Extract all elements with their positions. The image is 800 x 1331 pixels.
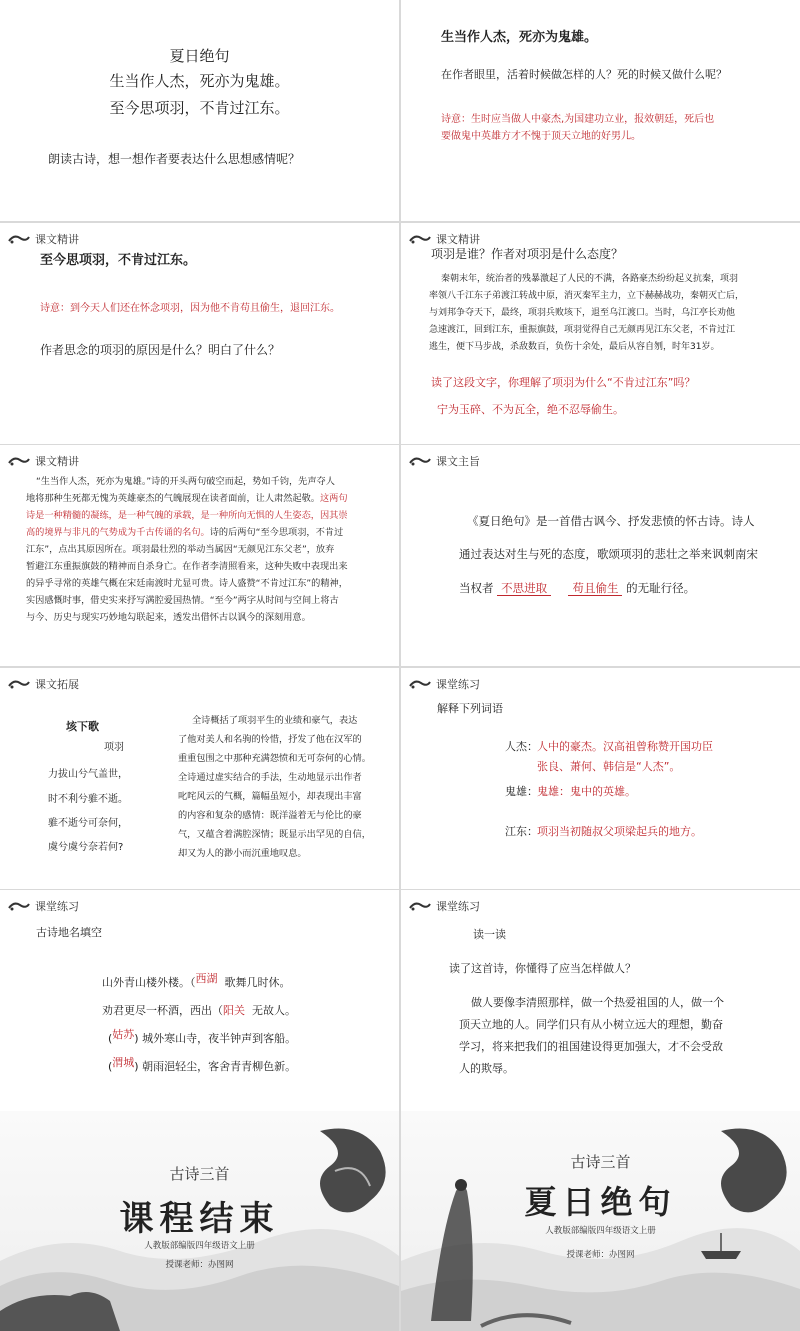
slide-header [409, 896, 480, 916]
definition-3: 项羽当初随叔父项梁起兵的地方。 [537, 825, 702, 838]
subtitle: 古诗三首 [169, 1165, 230, 1183]
heading: 生当作人杰，死亦为鬼雄。 [441, 30, 598, 45]
slide-5[interactable] [0, 445, 399, 666]
intro: 读一读 [473, 928, 506, 941]
note-line-6: 的内容和复杂的感情：既洋溢着无与伦比的豪 [178, 810, 362, 821]
poem-title: 夏日绝句 [169, 47, 230, 65]
para-line-3: 诗是一种精髓的凝练，是一种气魄的承载，是一种所向无惧的人生姿态，因其崇 [26, 510, 348, 521]
teacher: 授课老师：办图网 [165, 1260, 234, 1270]
header-label: 课堂练习 [436, 678, 480, 691]
slide-11[interactable] [0, 1111, 399, 1331]
para-line-4: 急速渡江，回到江东，重振旗鼓，项羽觉得自己无颜再见江东父老，不肯过江 [429, 325, 736, 335]
header-label: 课文精讲 [436, 233, 480, 246]
para-line-5: 江东”，点出其原因所在。项羽最壮烈的举动当属因“无颜见江东父老”，放弃 [26, 544, 335, 555]
note-line-3: 重重包围之中那种充满怨愤和无可奈何的心情。 [178, 753, 371, 764]
ink-brush-icon [8, 233, 30, 245]
slide-8[interactable] [401, 668, 800, 889]
slide-12[interactable] [401, 1111, 800, 1331]
poem-line-2: 至今思项羽，不肯过江东。 [109, 99, 290, 117]
question: 作者思念的项羽的原因是什么？明白了什么？ [40, 343, 281, 357]
slide-header [409, 451, 480, 471]
summary-line-2: 通过表达对生与死的态度，歌颂项羽的悲壮之举来讽刺南宋 [459, 547, 758, 561]
ink-brush-icon [409, 455, 431, 467]
ink-brush-icon [8, 678, 30, 690]
poem-line-1: 生当作人杰，死亦为鬼雄。 [109, 72, 290, 90]
poem-line-1: 力拔山兮气盖世， [48, 769, 128, 780]
term-1: 人杰： [505, 740, 538, 753]
answer-line-2: 顶天立地的人。同学们只有从小树立远大的理想，勤奋 [459, 1018, 723, 1031]
answer-line-3: 学习，将来把我们的祖国建设得更加强大，才不会受敌 [459, 1040, 723, 1053]
slide-header [8, 451, 79, 471]
edition: 人教版部编版四年级语文上册 [545, 1226, 656, 1236]
fill-row-2: 劝君更尽一杯酒，西出（阳关 无故人。 [102, 1004, 296, 1017]
blank-answer-2: 苟且偷生 [568, 581, 622, 596]
question: 在作者眼里，活着时候做怎样的人？死的时候又做什么呢？ [441, 68, 727, 81]
question: 朗读古诗，想一想作者要表达什么思想感情呢？ [48, 152, 301, 166]
poem-line-2: 时不利兮骓不逝。 [48, 794, 128, 805]
header-label: 课文主旨 [436, 455, 480, 468]
note-line-7: 气，又蕴含着满腔深情；既显示出罕见的自信， [178, 829, 371, 840]
meaning-line-2: 要做鬼中英雄方才不愧于顶天立地的好男儿。 [441, 131, 641, 142]
header-label: 课堂练习 [35, 900, 79, 913]
definition-1a: 人中的豪杰。汉高祖曾称赞开国功臣 [537, 740, 713, 753]
header-label: 课文拓展 [35, 678, 79, 691]
term-3: 江东： [505, 825, 538, 838]
meaning-line-1: 诗意：生时应当做人中豪杰,为国建功立业，报效朝廷，死后也 [441, 114, 715, 125]
slide-header [8, 229, 79, 249]
para-line-8: 实因感慨时事，借史实来抒写满腔爱国热情。“至今”两字从时间与空间上将古 [26, 595, 339, 606]
teacher: 授课老师：办图网 [566, 1250, 635, 1260]
para-line-1: “生当作人杰，死亦为鬼雄。”诗的开头两句破空而起，势如千钧，先声夺人 [36, 476, 335, 487]
ink-brush-icon [409, 678, 431, 690]
header-label: 课文精讲 [35, 455, 79, 468]
fill-row-3: (姑苏) 城外寒山寺，夜半钟声到客船。 [108, 1028, 297, 1045]
para-line-6: 暂避江东重振旗鼓的精神而自杀身亡。在作者李清照看来，这种失败中表现出来 [26, 561, 348, 572]
fill-row-1: 山外青山楼外楼。（西湖 歌舞几时休。 [102, 972, 291, 989]
para-line-9: 与今、历史与现实巧妙地勾联起来，透发出借怀古以讽今的深刻用意。 [26, 612, 311, 623]
note-line-1: 全诗概括了项羽平生的业绩和豪气，表达 [192, 715, 358, 726]
intro: 古诗地名填空 [36, 926, 102, 939]
slide-header [8, 896, 79, 916]
slide-9[interactable] [0, 890, 399, 1111]
summary-line-3: 当权者 不思进取 苟且偷生 的无耻行径。 [459, 581, 696, 595]
note-line-5: 叱咤风云的气概，篇幅虽短小，却表现出丰富 [178, 791, 362, 802]
fill-row-4: (渭城) 朝雨浥轻尘，客舍青青柳色新。 [108, 1056, 297, 1073]
term-2: 鬼雄： [505, 785, 538, 798]
slide-header [8, 674, 79, 694]
subtitle: 古诗三首 [570, 1153, 631, 1171]
main-title: 夏日绝句 [524, 1183, 677, 1221]
note-line-2: 了他对美人和名驹的怜惜，抒发了他在汉军的 [178, 734, 362, 745]
slide-2[interactable] [401, 0, 800, 221]
para-line-2: 地将那种生死都无愧为英雄豪杰的气魄展现在读者面前，让人肃然起敬。这两句 [26, 493, 348, 504]
answer-line-1: 做人要像李清照那样，做一个热爱祖国的人，做一个 [471, 996, 724, 1009]
poem-author: 项羽 [104, 742, 124, 753]
slide-10[interactable] [401, 890, 800, 1111]
blank-answer-1: 不思进取 [497, 581, 551, 596]
para-line-5: 逃生，便下马步战，杀敌数百，负伤十余处，最后从容自刎，时年31岁。 [429, 342, 720, 352]
question: 读了这首诗，你懂得了应当怎样做人？ [449, 962, 636, 975]
intro: 解释下列词语 [437, 702, 503, 715]
ink-brush-icon [409, 233, 431, 245]
question: 项羽是谁？作者对项羽是什么态度？ [431, 247, 624, 261]
para-line-2: 率领八千江东子弟渡江转战中原，消灭秦军主力，立下赫赫战功，秦朝灭亡后， [429, 291, 745, 301]
header-label: 课堂练习 [436, 900, 480, 913]
answer: 宁为玉碎、不为瓦全，绝不忍辱偷生。 [437, 403, 624, 416]
note-line-4: 全诗通过虚实结合的手法，生动地显示出作者 [178, 772, 362, 783]
header-label: 课文精讲 [35, 233, 79, 246]
meaning: 诗意：到今天人们还在怀念项羽，因为他不肯苟且偷生，退回江东。 [40, 303, 340, 314]
poem-line-4: 虞兮虞兮奈若何? [48, 842, 124, 853]
definition-1b: 张良、萧何、韩信是“人杰”。 [537, 760, 681, 773]
ink-brush-icon [8, 455, 30, 467]
edition: 人教版部编版四年级语文上册 [144, 1241, 255, 1251]
answer-line-4: 人的欺辱。 [459, 1062, 514, 1075]
slide-1[interactable] [0, 0, 399, 221]
note-line-8: 却又为人的渺小而沉重地叹息。 [178, 848, 307, 859]
ink-brush-icon [409, 900, 431, 912]
summary-line-1: 《夏日绝句》是一首借古讽今、抒发悲愤的怀古诗。诗人 [467, 514, 755, 528]
para-line-4: 高的境界与非凡的气势成为千古传诵的名句。诗的后两句“至今思项羽，不肯过 [26, 527, 344, 538]
poem-title: 垓下歌 [66, 720, 99, 733]
heading: 至今思项羽，不肯过江东。 [40, 253, 197, 268]
slide-6[interactable] [401, 445, 800, 666]
para-line-7: 的异乎寻常的英雄气概在宋廷南渡时尤显可贵。诗人盛赞“不肯过江东”的精神， [26, 578, 348, 589]
para-line-1: 秦朝末年，统治者的残暴激起了人民的不满，各路豪杰纷纷起义抗秦，项羽 [441, 274, 739, 284]
slide-3[interactable] [0, 223, 399, 444]
para-line-3: 与刘邦争夺天下，最终，项羽兵败垓下，退至乌江渡口。当时，乌江亭长劝他 [429, 308, 736, 318]
main-title: 课程结束 [119, 1199, 280, 1239]
slide-4[interactable] [401, 223, 800, 444]
slide-header [409, 674, 480, 694]
ink-brush-icon [8, 900, 30, 912]
slide-7[interactable] [0, 668, 399, 889]
definition-2: 鬼雄：鬼中的英雄。 [537, 785, 636, 798]
poem-line-3: 骓不逝兮可奈何， [48, 818, 128, 829]
follow-up-question: 读了这段文字，你理解了项羽为什么“不肯过江东”吗？ [431, 376, 696, 389]
